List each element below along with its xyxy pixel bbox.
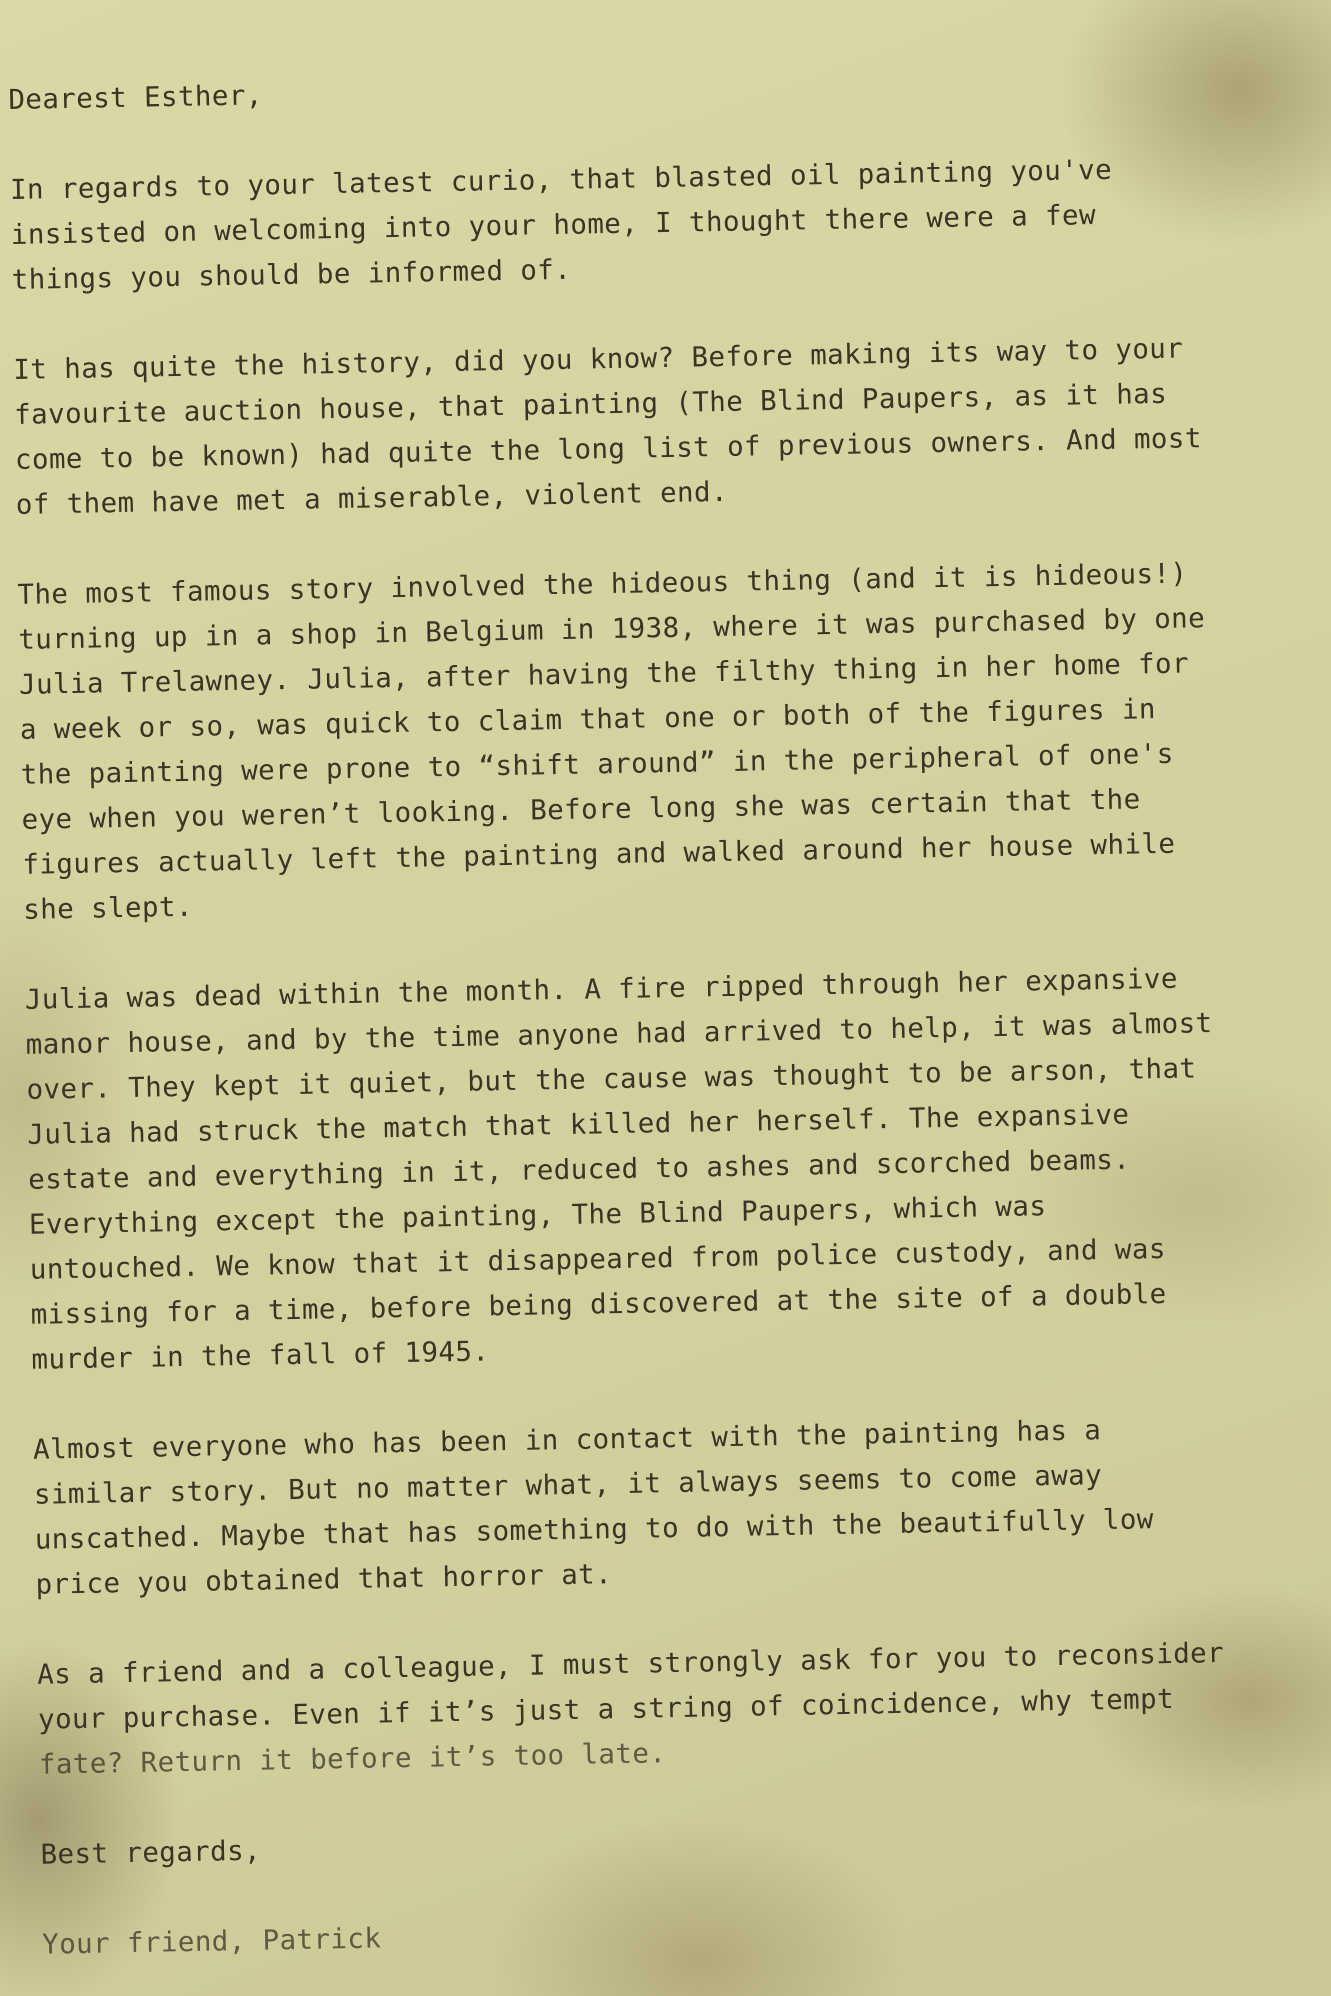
paragraph-line: Julia Trelawney. Julia, after having the filthy thing in her home for xyxy=(18,647,1190,701)
closing: Best regards, xyxy=(40,1834,262,1871)
paragraph-1 xyxy=(10,144,1331,303)
paragraph-line: things you should be informed of. xyxy=(11,253,572,296)
paragraph-line: she slept. xyxy=(22,890,194,926)
paragraph-5 xyxy=(33,1404,1331,1608)
paragraph-line: a week or so, was quick to claim that one or both of the figures in xyxy=(19,693,1157,746)
paragraph-line: manor house, and by the time anyone had arrived to help, it was almost xyxy=(25,1007,1213,1061)
paragraph-line: The most famous story involved the hideous thing (and it is hideous!) xyxy=(17,557,1188,611)
paragraph-4 xyxy=(24,954,1331,1383)
paragraph-line: the painting were prone to “shift around” in the peripheral of one's xyxy=(20,737,1174,791)
paragraph-line: fate? Return it before it’s too late. xyxy=(38,1737,667,1781)
paragraph-line: Julia was dead within the month. A fire ripped through her expansive xyxy=(24,962,1179,1016)
paragraph-line: similar story. But no matter what, it always seems to come away xyxy=(33,1459,1103,1511)
paragraph-line: In regards to your latest curio, that blasted oil painting you've xyxy=(9,153,1113,206)
paragraph-line: It has quite the history, did you know? Before making its way to your xyxy=(13,332,1184,386)
paragraph-line: estate and everything in it, reduced to ashes and scorched beams. xyxy=(27,1143,1131,1196)
paragraph-line: over. They kept it quiet, but the cause was thought to be arson, that xyxy=(26,1052,1197,1106)
paragraph-line: eye when you weren’t looking. Before long she was certain that the xyxy=(21,783,1141,836)
paragraph-line: turning up in a shop in Belgium in 1938, where it was purchased by one xyxy=(18,602,1206,656)
paragraph-line: price you obtained that horror at. xyxy=(35,1558,613,1601)
paragraph-line: murder in the fall of 1945. xyxy=(31,1335,490,1376)
paragraph-line: favourite auction house, that painting (The Blind Paupers, as it has xyxy=(13,377,1168,431)
signature: Your friend, Patrick xyxy=(41,1922,382,1961)
paragraph-3 xyxy=(17,549,1331,933)
paragraph-line: As a friend and a colleague, I must strongly ask for you to reconsider xyxy=(36,1636,1225,1691)
paragraph-line: Almost everyone who has been in contact with the painting has a xyxy=(32,1414,1102,1466)
paragraph-line: figures actually left the painting and walked around her house while xyxy=(22,827,1176,881)
paragraph-line: Julia had struck the match that killed her herself. The expansive xyxy=(27,1098,1130,1151)
paragraph-6 xyxy=(37,1629,1331,1788)
salutation: Dearest Esther, xyxy=(8,79,264,116)
letter-body xyxy=(8,54,1331,1968)
paragraph-line: insisted on welcoming into your home, I thought there were a few xyxy=(10,199,1097,251)
paragraph-line: your purchase. Even if it’s just a string of coincidence, why tempt xyxy=(37,1682,1175,1736)
paragraph-line: of them have met a miserable, violent end. xyxy=(15,475,729,521)
paragraph-line: unscathed. Maybe that has something to do with the beautifully low xyxy=(34,1503,1155,1556)
paragraph-line: missing for a time, before being discovered at the site of a double xyxy=(30,1277,1167,1331)
paragraph-2 xyxy=(13,324,1331,528)
paragraph-line: untouched. We know that it disappeared from police custody, and was xyxy=(29,1232,1167,1286)
paragraph-line: come to be known) had quite the long list of previous owners. And most xyxy=(14,422,1203,476)
paragraph-line: Everything except the painting, The Blind Paupers, which was xyxy=(28,1190,1047,1241)
